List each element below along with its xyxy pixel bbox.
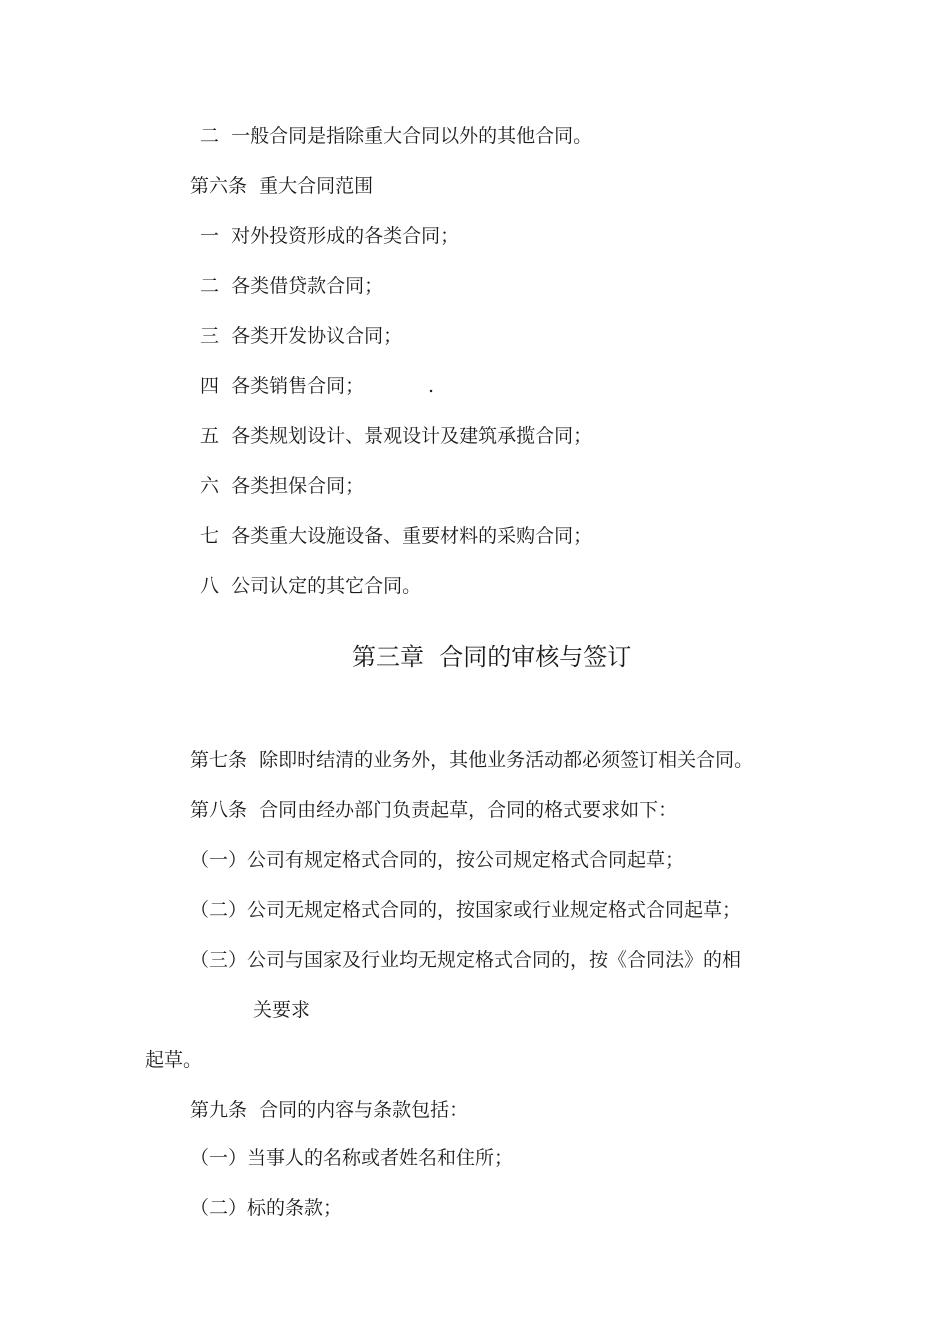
article-6-item-6: [200, 474, 364, 498]
article-6-item-3: [200, 324, 402, 348]
article-8-item-3-end: [145, 1048, 202, 1072]
item-text-continued: 关要求: [253, 999, 311, 1021]
item-text: 公司认定的其它合同。: [231, 575, 422, 597]
item-text: 当事人的名称或者姓名和住所；: [247, 1147, 514, 1169]
article-title: 重大合同范围: [259, 175, 374, 197]
article-number: 第七条: [190, 749, 248, 771]
article-8-item-2: [190, 898, 741, 922]
item-text: 各类销售合同；: [231, 375, 365, 397]
article-6-item-1: [200, 224, 459, 248]
item-number: （二）: [190, 1197, 248, 1219]
item-number: 四: [200, 375, 220, 397]
article-number: 第九条: [190, 1099, 248, 1121]
article-6-item-8: [200, 574, 421, 598]
article-9-item-2: [190, 1196, 342, 1220]
item-number: 二: [200, 125, 220, 147]
article-9: [190, 1098, 468, 1122]
article-6-item-4: [200, 374, 364, 398]
article-6-item-5: [200, 424, 592, 448]
article-8-item-1: [190, 848, 684, 872]
item-number: （二）: [190, 899, 248, 921]
item-number: 六: [200, 475, 220, 497]
item-number: 八: [200, 575, 220, 597]
article-8-item-3-continued: [253, 998, 310, 1022]
article-6-item-7: [200, 524, 592, 548]
item-number: 五: [200, 425, 220, 447]
item-text-end: 起草。: [145, 1049, 203, 1071]
item-number: 一: [200, 225, 220, 247]
article-text: 除即时结清的业务外，其他业务活动都必须签订相关合同。: [259, 749, 754, 771]
item-number: （一）: [190, 1147, 248, 1169]
item-text: 标的条款；: [247, 1197, 343, 1219]
article-9-item-1: [190, 1146, 513, 1170]
item-text: 各类担保合同；: [231, 475, 365, 497]
article-number: 第八条: [190, 799, 248, 821]
article-7: [190, 748, 753, 772]
chapter-3-title: [352, 642, 631, 672]
item-text: 各类借贷款合同；: [231, 275, 384, 297]
item-number: 三: [200, 325, 220, 347]
chapter-title-text: 合同的审核与签订: [439, 643, 632, 671]
item-number: 七: [200, 525, 220, 547]
item-number: （三）: [190, 949, 248, 971]
article-text: 合同由经办部门负责起草，合同的格式要求如下：: [259, 799, 678, 821]
article-6-item-2: [200, 274, 383, 298]
chapter-number: 第三章: [352, 643, 424, 671]
item-text: 对外投资形成的各类合同；: [231, 225, 460, 247]
stray-mark: .: [428, 375, 435, 397]
clause-5-item-2: [200, 124, 592, 148]
item-text: 公司无规定格式合同的，按国家或行业规定格式合同起草；: [247, 899, 742, 921]
item-number: 二: [200, 275, 220, 297]
article-8-item-3: [190, 948, 741, 972]
item-text: 公司与国家及行业均无规定格式合同的，按《合同法》的相: [247, 949, 742, 971]
item-text: 各类规划设计、景观设计及建筑承揽合同；: [231, 425, 593, 447]
item-number: （一）: [190, 849, 248, 871]
item-text: 一般合同是指除重大合同以外的其他合同。: [231, 125, 593, 147]
item-text: 公司有规定格式合同的，按公司规定格式合同起草；: [247, 849, 685, 871]
item-text: 各类重大设施设备、重要材料的采购合同；: [231, 525, 593, 547]
article-6-heading: [190, 174, 373, 198]
article-text: 合同的内容与条款包括：: [259, 1099, 469, 1121]
item-text: 各类开发协议合同；: [231, 325, 403, 347]
article-number: 第六条: [190, 175, 248, 197]
article-8: [190, 798, 677, 822]
